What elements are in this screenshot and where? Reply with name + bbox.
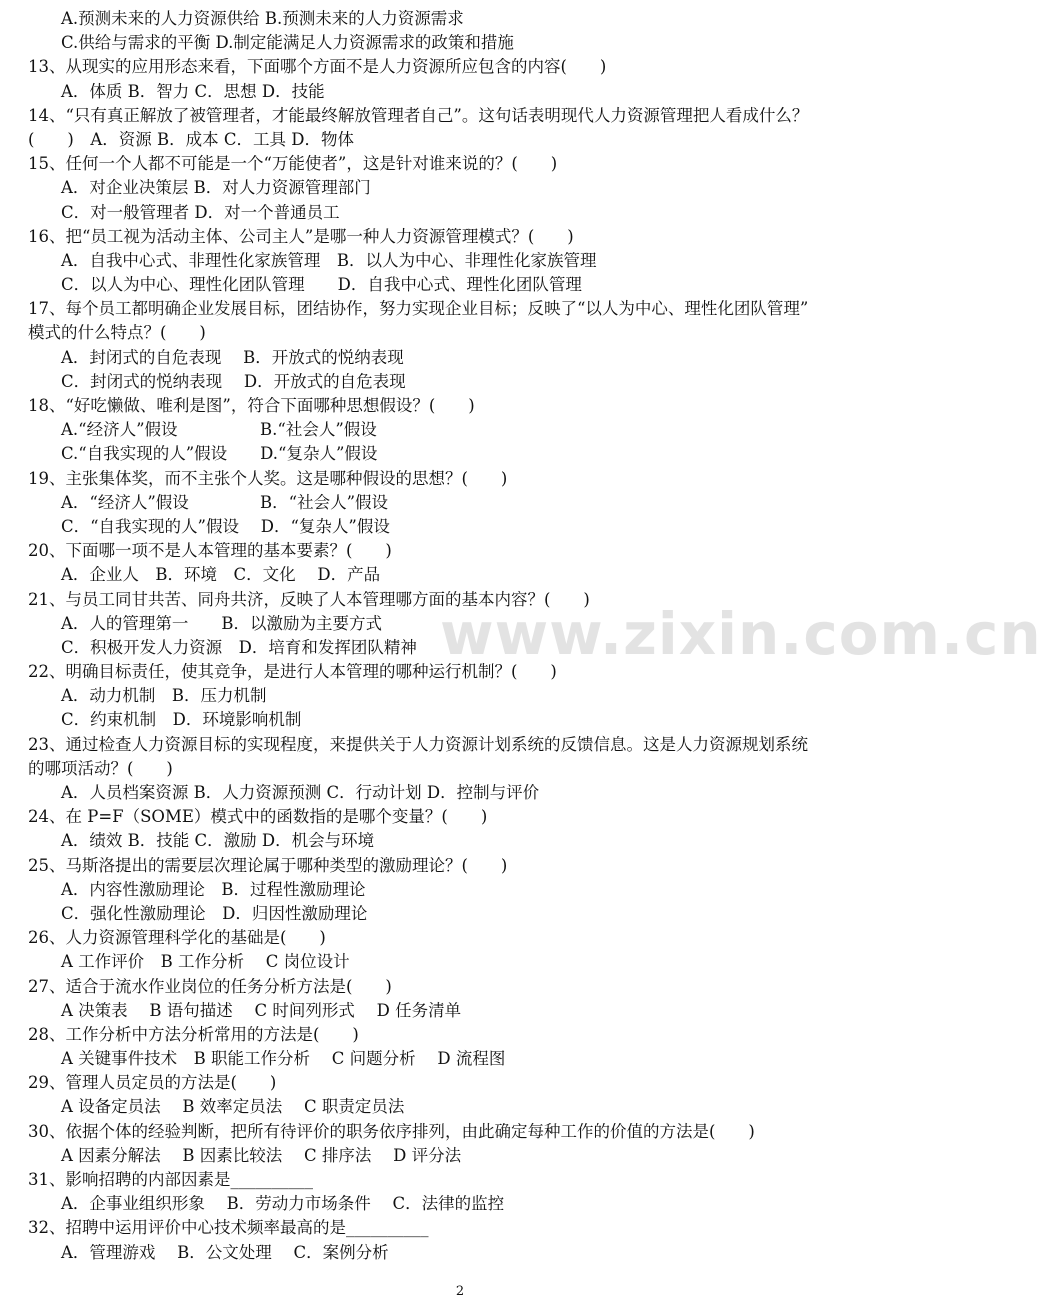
answer-options-line: A．动力机制 B．压力机制 bbox=[61, 686, 267, 706]
question-line: 23、通过检查人力资源目标的实现程度，来提供关于人力资源计划系统的反馈信息。这是人力资源规划系统 bbox=[28, 734, 808, 754]
answer-options-line: C．以人为中心、理性化团队管理 D．自我中心式、理性化团队管理 bbox=[61, 275, 582, 295]
question-line: 22、明确目标责任，使其竞争，是进行人本管理的哪种运行机制？( ) bbox=[28, 662, 557, 682]
question-line: 28、工作分析中方法分析常用的方法是( ) bbox=[28, 1024, 359, 1044]
watermark: www.zixin.com.cn bbox=[440, 600, 1042, 668]
question-line: 18、“好吃懒做、唯利是图”，符合下面哪种思想假设？( ) bbox=[28, 396, 475, 415]
question-line: 30、依据个体的经验判断，把所有待评价的职务依序排列，由此确定每种工作的价值的方法是( ) bbox=[28, 1121, 755, 1141]
question-line: 19、主张集体奖，而不主张个人奖。这是哪种假设的思想？( ) bbox=[28, 468, 508, 488]
question-line: 15、任何一个人都不可能是一个“万能使者”，这是针对谁来说的？( ) bbox=[28, 154, 558, 174]
question-line: 16、把“员工视为活动主体、公司主人”是哪一种人力资源管理模式？( ) bbox=[28, 226, 574, 246]
question-line: 27、适合于流水作业岗位的任务分析方法是( ) bbox=[28, 976, 392, 996]
answer-options-line: A．“经济人”假设 B．“社会人”假设 bbox=[61, 492, 389, 512]
question-line: ( ) A．资源 B．成本 C．工具 D．物体 bbox=[28, 129, 355, 149]
answer-options-line: A．对企业决策层 B．对人力资源管理部门 bbox=[61, 178, 371, 198]
answer-options-line: A．绩效 B．技能 C．激励 D．机会与环境 bbox=[61, 831, 375, 851]
answer-options-line: A.“经济人”假设 B.“社会人”假设 bbox=[61, 420, 377, 440]
question-line: 模式的什么特点？( ) bbox=[28, 323, 206, 343]
answer-options-line: A．企业人 B．环境 C．文化 D．产品 bbox=[61, 565, 381, 585]
answer-options-line: A．人的管理第一 B．以激励为主要方式 bbox=[61, 613, 383, 633]
question-line: 17、每个员工都明确企业发展目标，团结协作，努力实现企业目标；反映了“以人为中心、理性化团队管理” bbox=[28, 299, 809, 319]
answer-options-line: A．人员档案资源 B．人力资源预测 C．行动计划 D．控制与评价 bbox=[61, 783, 540, 802]
answer-options-line: A．封闭式的自危表现 B．开放式的悦纳表现 bbox=[61, 347, 404, 367]
question-line: 14、“只有真正解放了被管理者，才能最终解放管理者自己”。这句话表明现代人力资源管理把人看成什么？ bbox=[28, 105, 809, 125]
answer-options-line: C．封闭式的悦纳表现 D．开放式的自危表现 bbox=[61, 371, 406, 391]
answer-options-line: A．管理游戏 B．公文处理 C．案例分析 bbox=[61, 1242, 389, 1262]
answer-options-line: A 决策表 B 语句描述 C 时间列形式 D 任务清单 bbox=[61, 1000, 462, 1020]
answer-options-line: C．积极开发人力资源 D．培育和发挥团队精神 bbox=[61, 637, 417, 657]
answer-options-line: C．强化性激励理论 D．归因性激励理论 bbox=[61, 903, 368, 923]
question-line: 26、人力资源管理科学化的基础是( ) bbox=[28, 928, 326, 948]
answer-options-line: A．体质 B．智力 C．思想 D．技能 bbox=[61, 81, 325, 101]
answer-options-line: C.供给与需求的平衡 D.制定能满足人力资源需求的政策和措施 bbox=[61, 33, 514, 53]
answer-options-line: C．“自我实现的人”假设 D．“复杂人”假设 bbox=[61, 516, 390, 536]
answer-options-line: A．企事业组织形象 B．劳动力市场条件 C．法律的监控 bbox=[61, 1194, 505, 1214]
question-line: 25、马斯洛提出的需要层次理论属于哪种类型的激励理论？( ) bbox=[28, 855, 508, 875]
answer-options-line: A.预测未来的人力资源供给 B.预测未来的人力资源需求 bbox=[61, 9, 464, 28]
question-line: 21、与员工同甘共苦、同舟共济，反映了人本管理哪方面的基本内容？( ) bbox=[28, 589, 590, 609]
question-line: 13、从现实的应用形态来看，下面哪个方面不是人力资源所应包含的内容( ) bbox=[28, 57, 607, 77]
answer-options-line: A 设备定员法 B 效率定员法 C 职责定员法 bbox=[61, 1097, 405, 1117]
question-line: 的哪项活动？( ) bbox=[28, 758, 173, 778]
answer-options-line: A．自我中心式、非理性化家族管理 B．以人为中心、非理性化家族管理 bbox=[61, 250, 597, 270]
answer-options-line: A 关键事件技术 B 职能工作分析 C 问题分析 D 流程图 bbox=[61, 1049, 506, 1069]
document-body bbox=[28, 7, 898, 1265]
question-line: 29、管理人员定员的方法是( ) bbox=[28, 1073, 277, 1093]
question-line: 20、下面哪一项不是人本管理的基本要素？( ) bbox=[28, 541, 392, 561]
answer-options-line: C．对一般管理者 D．对一个普通员工 bbox=[61, 202, 340, 222]
answer-options-line: A．内容性激励理论 B．过程性激励理论 bbox=[61, 879, 366, 899]
answer-options-line: C.“自我实现的人”假设 D.“复杂人”假设 bbox=[61, 444, 378, 464]
answer-options-line: A 因素分解法 B 因素比较法 C 排序法 D 评分法 bbox=[61, 1145, 462, 1165]
page-number: 2 bbox=[455, 1284, 465, 1299]
answer-options-line: A 工作评价 B 工作分析 C 岗位设计 bbox=[61, 952, 350, 972]
question-line: 24、在 P=F（SOME）模式中的函数指的是哪个变量？( ) bbox=[28, 807, 488, 827]
answer-options-line: C．约束机制 D．环境影响机制 bbox=[61, 710, 302, 730]
question-line: 31、影响招聘的内部因素是__________ bbox=[28, 1170, 313, 1189]
question-line: 32、招聘中运用评价中心技术频率最高的是__________ bbox=[28, 1218, 429, 1238]
